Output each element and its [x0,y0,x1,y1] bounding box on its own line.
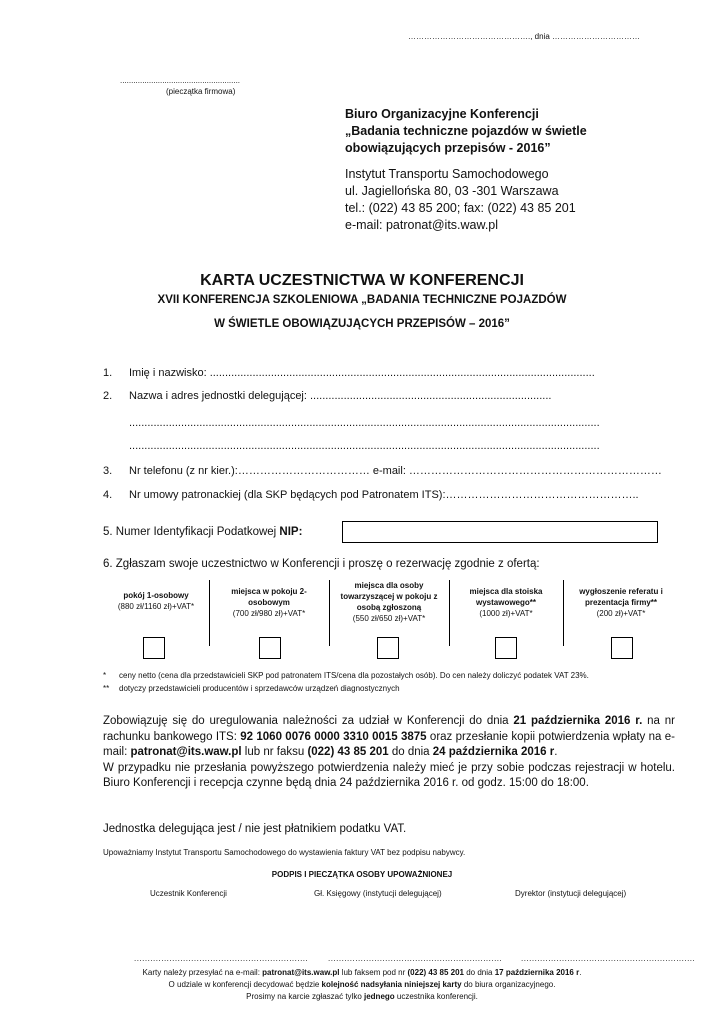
payment-text: oraz przesłanie kopii potwierdzenia wpłaty na e-mail: [103,730,675,758]
offer-separator [209,580,210,646]
footer-emphasis: jednego [364,992,395,1001]
payment-text: lub nr faksu [241,746,308,758]
payment-text: . [554,746,558,758]
checkbox-companion[interactable] [377,637,399,659]
field-organization-cont-1[interactable]: .......................................................................................................................................................... [129,417,600,429]
note-1-text: ceny netto (cena dla przedstawicieli SKP pod patronatem ITS/cena dla pozostałych osób). Do cen należy doliczyć podatek VAT 23%. [119,671,589,680]
payment-deadline: 21 października 2016 r. [513,715,643,727]
offer-separator [449,580,450,646]
organizer-line3: obowiązujących przepisów - 2016” [345,141,551,155]
payment-fax: (022) 43 85 201 [307,746,389,758]
footer-text: do dnia [464,968,495,977]
signature-line-accountant[interactable]: ................................................................ [328,954,503,963]
signature-participant-label: Uczestnik Konferencji [150,889,227,898]
field-registration: 6. Zgłaszam swoje uczestnictwo w Konferencji i proszę o rezerwację zgodnie z ofertą: [103,558,540,570]
footer-emphasis: kolejność nadsyłania niniejszej karty [321,980,462,989]
field-number: 4. [103,489,113,501]
signature-accountant-label: Gł. Księgowy (instytucji delegującej) [314,889,442,898]
field-patronage-contract-label: Nr umowy patronackiej (dla SKP będących pod Patronatem ITS):…………………………………………….. [129,489,639,501]
footer-text: . [579,968,582,977]
page-subtitle-2: W ŚWIETLE OBOWIĄZUJĄCYCH PRZEPISÓW – 2016” [214,318,510,330]
footer-text: O udziale w konferencji decydować będzie [168,980,322,989]
footer-text: Karty należy przesyłać na e-mail: [142,968,263,977]
field-name[interactable] [103,367,595,379]
checkbox-stand[interactable] [495,637,517,659]
footer-deadline: 17 października 2016 r [494,968,580,977]
address-line2: ul. Jagiellońska 80, 03 -301 Warszawa [345,184,559,198]
note-2-mark: ** [103,684,110,693]
payment-paragraph [103,714,675,792]
footer-email: patronat@its.waw.pl [262,968,340,977]
note-1 [103,671,683,680]
stamp-dots: ...................................................... [120,76,241,85]
field-name-label: Imię i nazwisko: .............................................................................................................................. [129,367,595,379]
payment-text: do dnia [388,746,433,758]
field-organization-cont-2[interactable]: .......................................................................................................................................................... [129,440,600,452]
place-date-line: ………………………………………., dnia …………………………… [408,32,641,41]
note-1-mark: * [103,671,107,680]
organizer-address [345,166,576,234]
field-number: 2. [103,390,113,402]
checkbox-single-room[interactable] [143,637,165,659]
checkbox-double-room[interactable] [259,637,281,659]
note-2 [103,684,400,693]
footer-line-1 [0,967,724,979]
footer-text: lub faksem pod nr [339,968,408,977]
page-title: KARTA UCZESTNICTWA W KONFERENCJI [200,272,524,289]
offer-title: miejsca dla stoiska wystawowego** [469,587,543,607]
field-organization-label: Nazwa i adres jednostki delegującej: ............................................................................... [129,390,552,402]
signature-heading: PODPIS I PIECZĄTKA OSOBY UPOWAŻNIONEJ [271,870,453,879]
offer-title: miejsca dla osoby towarzyszącej w pokoju z osobą zgłoszoną [340,581,438,612]
payment-email: patronat@its.waw.pl [130,746,242,758]
offer-price: (200 zł)+VAT* [596,609,646,618]
organizer-block [345,106,587,157]
offer-price: (700 zł/980 zł)+VAT* [232,609,306,618]
payment-text: na nr rachunku bankowego ITS: [103,715,675,743]
offer-separator [563,580,564,646]
field-phone-email[interactable] [103,465,662,477]
field-number: 1. [103,367,113,379]
organizer-line1: Biuro Organizacyjne Konferencji [345,107,539,121]
nip-input-box[interactable] [342,521,658,543]
vat-status: Jednostka delegująca jest / nie jest płatnikiem podatku VAT. [103,823,407,835]
footer-text: do biura organizacyjnego. [461,980,556,989]
note-2-text: dotyczy przedstawicieli producentów i sprzedawców urządzeń diagnostycznych [119,684,400,693]
checkbox-presentation[interactable] [611,637,633,659]
organizer-line2: „Badania techniczne pojazdów w świetle [345,124,587,138]
registration-paragraph: W przypadku nie przesłania powyższego potwierdzenia należy mieć je przy sobie podczas rejestracji w hotelu. Biuro Konferencji i recepcja czynne będą dnia 24 października 2016 r. od godz. 15:00 do 18:00. [103,761,675,789]
address-line1: Instytut Transportu Samochodowego [345,167,549,181]
page-subtitle-1: XVII KONFERENCJA SZKOLENIOWA „BADANIA TECHNICZNE POJAZDÓW [157,294,567,306]
invoice-authorization: Upoważniamy Instytut Transportu Samochodowego do wystawienia faktury VAT bez podpisu nabywcy. [103,848,466,857]
offer-price: (550 zł/650 zł)+VAT* [352,614,426,623]
footer-line-3 [0,991,724,1003]
field-organization[interactable] [103,390,551,402]
footer-fax: (022) 43 85 201 [407,968,464,977]
field-nip-bold: NIP: [279,526,303,538]
offer-title: pokój 1-osobowy [123,591,189,600]
offer-price: (880 zł/1160 zł)+VAT* [117,602,195,611]
field-number: 3. [103,465,113,477]
footer-text: Prosimy na karcie zgłaszać tylko [246,992,364,1001]
field-nip-label: 5. Numer Identyfikacji Podatkowej [103,526,280,538]
stamp-label: (pieczątka firmowa) [166,87,236,96]
field-patronage-contract[interactable] [103,489,639,501]
offer-price: (1000 zł)+VAT* [479,609,533,618]
signature-director-label: Dyrektor (instytucji delegującej) [515,889,627,898]
field-phone-email-label: Nr telefonu (z nr kier.):……………………………… e-mail: …………………………………………………………… [129,465,662,477]
confirmation-deadline: 24 października 2016 r [432,746,555,758]
address-line4: e-mail: patronat@its.waw.pl [345,218,499,232]
address-line3: tel.: (022) 43 85 200; fax: (022) 43 85 201 [345,201,576,215]
signature-line-director[interactable]: ................................................................ [521,954,696,963]
payment-text: Zobowiązuję się do uregulowania należności za udział w Konferencji do dnia [103,715,514,727]
footer-line-2 [0,979,724,991]
offer-separator [329,580,330,646]
offer-title: miejsca w pokoju 2-osobowym [231,587,307,607]
field-nip [103,526,302,538]
footer-text: uczestnika konferencji. [394,992,478,1001]
signature-line-participant[interactable]: ................................................................ [134,954,309,963]
bank-account: 92 1060 0076 0000 3310 0015 3875 [240,730,427,743]
offer-title: wygłoszenie referatu i prezentacja firmy** [579,587,663,607]
